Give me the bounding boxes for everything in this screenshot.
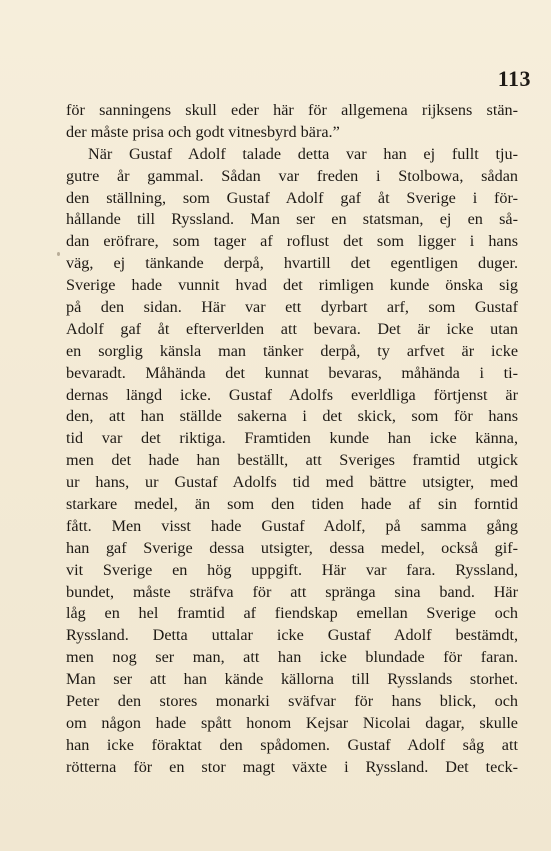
text-line: tid var det riktiga. Framtiden kunde han icke känna,	[66, 429, 518, 448]
text-line: rötterna för en stor magt växte i Ryssland. Det teck-	[66, 757, 518, 776]
text-line: hållande till Ryssland. Man ser en statsman, ej en så-	[66, 210, 518, 229]
text-line: Adolf gaf åt efterverlden att bevara. Det är icke utan	[66, 319, 518, 338]
text-line: Man ser att han kände källorna till Rysslands storhet.	[66, 670, 518, 689]
text-line: men nog ser man, att han icke blundade för faran.	[66, 648, 518, 667]
text-line: bundet, måste sträfva för att spränga sina band. Här	[66, 582, 518, 601]
text-line: Ryssland. Detta uttalar icke Gustaf Adolf bestämdt,	[66, 626, 518, 645]
text-line: låg en hel framtid af fiendskap emellan Sverige och	[66, 604, 518, 623]
text-line: der måste prisa och godt vitnesbyrd bära.”	[66, 122, 340, 141]
paper-speck	[57, 252, 60, 256]
text-line: dan eröfrare, som tager af roflust det som ligger i hans	[66, 232, 518, 251]
text-line: han gaf Sverige dessa utsigter, dessa medel, också gif-	[66, 538, 518, 557]
text-line: Sverige hade vunnit hvad det rimligen kunde önska sig	[66, 276, 518, 295]
page-number: 113	[497, 66, 531, 91]
text-line: den ställning, som Gustaf Adolf gaf åt Sverige i för-	[66, 188, 518, 207]
text-line: vit Sverige en hög uppgift. Här var fara. Ryssland,	[66, 560, 518, 579]
text-line: ur hans, ur Gustaf Adolfs tid med bättre utsigter, med	[66, 473, 518, 492]
text-line: väg, ej tänkande derpå, hvartill det egentligen duger.	[66, 254, 518, 273]
text-line: om någon hade spått honom Kejsar Nicolai dagar, skulle	[66, 713, 518, 732]
text-line: Peter den stores monarki sväfvar för hans blick, och	[66, 692, 518, 711]
text-line: starkare medel, än som den tiden hade af sin forntid	[66, 495, 518, 514]
text-line: gutre år gammal. Sådan var freden i Stolbowa, sådan	[66, 166, 518, 185]
text-line: bevaradt. Måhända det kunnat bevaras, måhända i ti-	[66, 363, 518, 382]
text-line: på den sidan. Här var ett dyrbart arf, som Gustaf	[66, 298, 518, 317]
text-line: men det hade han beställt, att Sveriges framtid utgick	[66, 451, 518, 470]
text-line: När Gustaf Adolf talade detta var han ej fullt tju-	[88, 144, 518, 163]
text-line: den, att han ställde sakerna i det skick, som för hans	[66, 407, 518, 426]
text-line: fått. Men visst hade Gustaf Adolf, på samma gång	[66, 516, 518, 535]
text-line: han icke föraktat den spådomen. Gustaf Adolf såg att	[66, 735, 518, 754]
text-line: en sorglig känsla man tänker derpå, ty arfvet är icke	[66, 341, 518, 360]
text-line: dernas längd icke. Gustaf Adolfs everldliga förtjenst är	[66, 385, 518, 404]
body-text	[66, 100, 518, 779]
text-line: för sanningens skull eder här för allgemena rijksens stän-	[66, 101, 518, 119]
